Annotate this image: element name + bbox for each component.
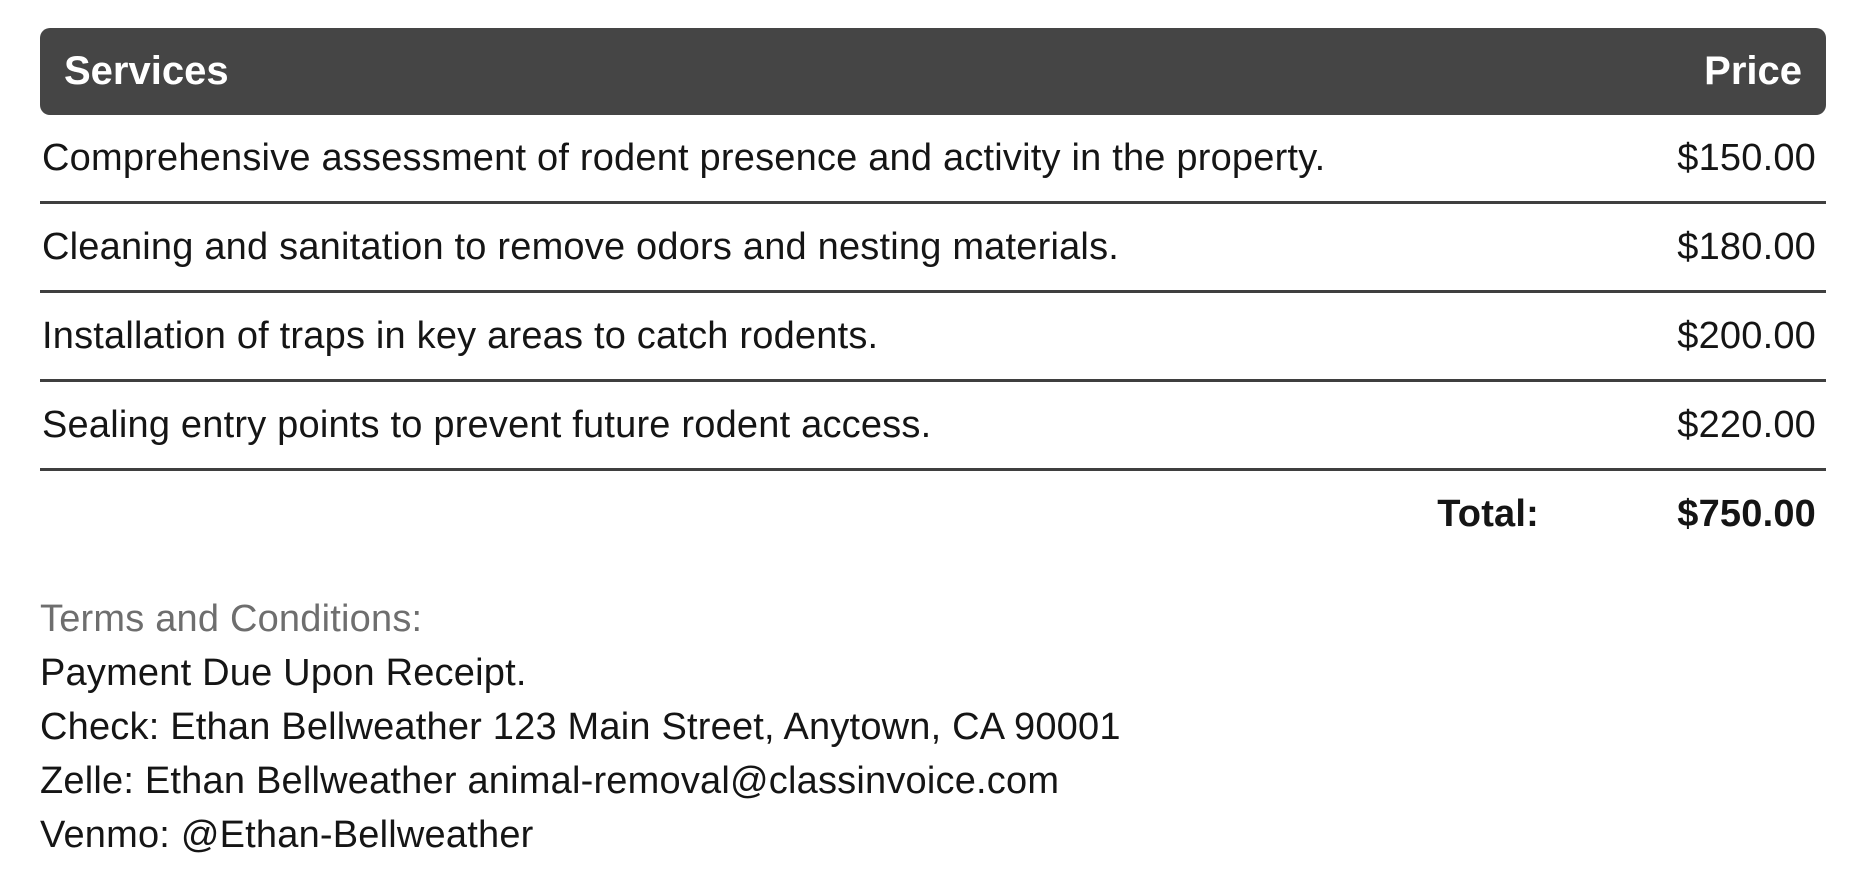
- service-price-cell: $150.00: [1551, 115, 1826, 204]
- total-label: Total:: [1437, 493, 1539, 535]
- terms-line-venmo: Venmo: @Ethan-Bellweather: [40, 814, 534, 856]
- service-description-cell: Comprehensive assessment of rodent presence and activity in the property.: [40, 115, 1551, 204]
- terms-line-payment-due: Payment Due Upon Receipt.: [40, 652, 527, 694]
- service-description-cell: Sealing entry points to prevent future rodent access.: [40, 382, 1551, 471]
- table-row: [40, 382, 1826, 471]
- service-description-cell: Installation of traps in key areas to catch rodents.: [40, 293, 1551, 382]
- table-row: [40, 293, 1826, 382]
- terms-line-check: Check: Ethan Bellweather 123 Main Street, Anytown, CA 90001: [40, 706, 1121, 748]
- table-row: [40, 115, 1826, 204]
- service-price-cell: $180.00: [1551, 204, 1826, 293]
- table-row: [40, 204, 1826, 293]
- service-price-cell: $200.00: [1551, 293, 1826, 382]
- column-header-price: Price: [1551, 28, 1826, 115]
- column-header-services: Services: [40, 28, 1551, 115]
- header-row: [40, 28, 1826, 115]
- services-table-body: [40, 115, 1826, 558]
- terms-section: [40, 592, 1826, 862]
- service-description-cell: Cleaning and sanitation to remove odors and nesting materials.: [40, 204, 1551, 293]
- services-table: [40, 28, 1826, 558]
- total-row: [40, 471, 1826, 558]
- terms-heading: Terms and Conditions:: [40, 598, 423, 640]
- terms-line-zelle: Zelle: Ethan Bellweather animal-removal@classinvoice.com: [40, 760, 1060, 802]
- service-price-cell: $220.00: [1551, 382, 1826, 471]
- total-value: $750.00: [1677, 493, 1816, 535]
- services-table-header: [40, 28, 1826, 115]
